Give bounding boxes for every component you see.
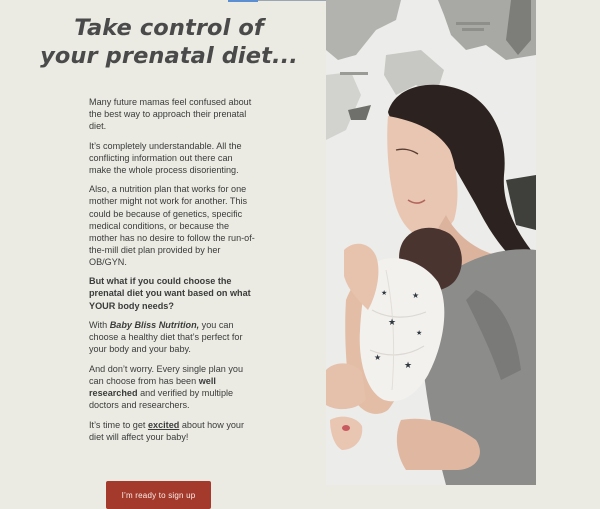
page-title-line-2: your prenatal diet... [40,43,298,69]
paragraph-excited-rest: about how your diet will affect your baby! [89,419,245,442]
sign-up-button[interactable]: I’m ready to sign up [106,481,211,509]
paragraph-brand [89,319,255,355]
paragraph-research [89,363,255,411]
paragraph-intro: Many future mamas feel confused about the best way to approach their prenatal diet. [89,97,252,132]
well-researched-emphasis: well researched [89,375,216,398]
paragraph-excited-lead: It’s time to get [89,419,148,430]
top-accent-bar [228,0,258,2]
svg-text:★: ★ [404,361,413,371]
body-copy [89,96,255,450]
paragraph-nutrition-plan: Also, a nutrition plan that works for one mother might not work for another. This could be because of genetics, specific medical conditions, or because the mother has no desire to follow the run-of-the-mill diet plan provided by her OB/GYN. [89,184,255,267]
excited-emphasis: excited [147,419,180,430]
svg-text:★: ★ [416,329,423,337]
svg-text:★: ★ [412,291,420,300]
paragraph-brand-rest: you can choose a healthy diet that’s perfect for your body and your baby. [89,320,243,355]
svg-text:★: ★ [374,353,382,362]
page-title [0,14,338,70]
svg-text:★: ★ [381,289,388,297]
paragraph-brand-lead: With [89,320,110,331]
paragraph-research-rest: and verified by multiple doctors and researchers. [89,387,234,411]
paragraph-research-lead: And don’t worry. Every single plan you can choose from has been [89,363,243,386]
page-title-line-1: Take control of [74,15,264,41]
paragraph-excited [89,419,255,443]
brand-name: Baby Bliss Nutrition, [109,320,200,331]
mother-holding-newborn-image [326,0,536,485]
hero-photo [326,0,536,485]
paragraph-question: But what if you could choose the prenatal diet you want based on what YOUR body needs? [89,276,251,311]
paragraph-understandable: It’s completely understandable. All the conflicting information out there can make the whole process disorienting. [89,140,242,175]
svg-text:★: ★ [388,318,397,328]
